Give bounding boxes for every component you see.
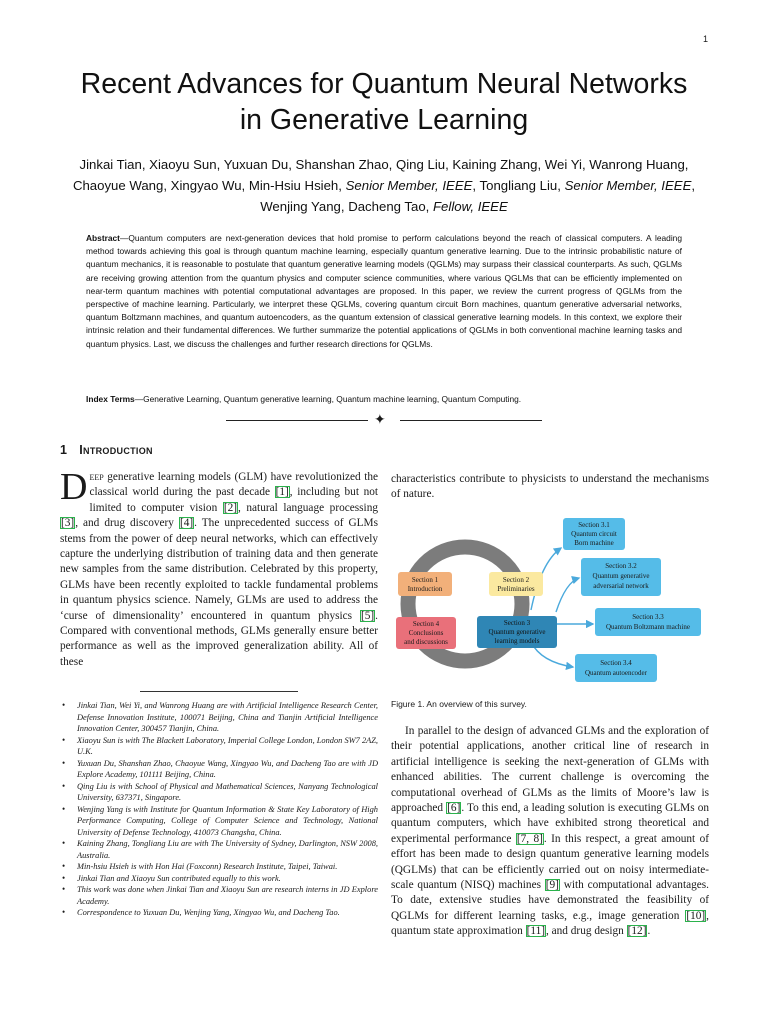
footnote-item: • Kaining Zhang, Tongliang Liu are with The University of Sydney, Darlington, NSW 2008, Australia.: [60, 838, 378, 861]
author-title-1: Senior Member, IEEE: [345, 178, 473, 193]
intro-text-1: generative learning models (GLM) have revolutionized the classical world during the past decade: [89, 471, 378, 499]
citation-link[interactable]: [3]: [61, 517, 75, 530]
box-section-3-3-line-1: Section 3.3: [632, 613, 664, 621]
arrow-to-section-3-2: [556, 578, 579, 612]
box-section-3-1-line-3: Born machine: [574, 539, 614, 547]
section-divider: [226, 413, 542, 429]
box-section-3-line-1: Section 3: [503, 619, 531, 627]
authors-part-2: , Tongliang Liu,: [472, 178, 565, 193]
box-section-3-3-line-2: Quantum Boltzmann machine: [606, 623, 690, 631]
section-heading: [60, 443, 153, 457]
body-text-6: , and drug design: [546, 925, 627, 938]
body-text-3: . In this respect, a great amount of effort has been made to design quantum generative learning models (QGLMs) that can be efficiently carried out on noisy intermediate-scale quantum (NISQ) machines: [391, 832, 709, 892]
authors-part-3: , Wenjing Yang, Dacheng Tao,: [260, 178, 696, 214]
box-section-4: [396, 617, 456, 649]
box-section-3-2-line-3: adversarial network: [593, 582, 649, 590]
right-column-paragraph: [391, 724, 709, 940]
citation-link[interactable]: [12]: [627, 925, 647, 938]
box-section-3: [477, 616, 557, 648]
survey-overview-diagram: [391, 512, 711, 682]
box-section-4-line-2: Conclusions: [408, 629, 444, 637]
box-section-2-line-2: Preliminaries: [497, 585, 535, 593]
box-section-3-4: [575, 654, 657, 682]
intro-paragraph: [60, 466, 379, 670]
box-section-2-line-1: Section 2: [502, 576, 530, 584]
box-section-1-line-1: Section 1: [411, 576, 439, 584]
citation-link[interactable]: [1]: [275, 486, 289, 499]
citation-link[interactable]: [11]: [526, 925, 545, 938]
citation-link[interactable]: [4]: [179, 517, 194, 530]
body-text-7: .: [647, 925, 651, 938]
footnote-item: • Qing Liu is with School of Physical and Mathematical Sciences, Nanyang Technological University, 637371, Singapore.: [60, 781, 378, 804]
intro-text-2: , including but not limited to computer vision: [89, 486, 379, 514]
drop-cap: D: [60, 466, 88, 508]
footnote-item: • Yuxuan Du, Shanshan Zhao, Chaoyue Wang, Xingyao Wu, and Dacheng Tao are with JD Explore Academy, 101111 Beijing, China.: [60, 758, 378, 781]
author-title-3: Fellow, IEEE: [433, 199, 508, 214]
box-section-3-3: [595, 608, 701, 636]
footnote-rule: [140, 691, 298, 692]
box-section-3-line-3: learning models: [494, 637, 540, 645]
intro-text-6: . Compared with conventional methods, GLMs generally ensure better performance as well as the improved generalization ability. All of these: [60, 609, 378, 668]
page-number: 1: [702, 34, 708, 44]
footnote-item: • Jinkai Tian and Xiaoyu Sun contributed equally to this work.: [60, 873, 378, 885]
box-section-3-1-line-1: Section 3.1: [578, 521, 610, 529]
body-text-2: . To this end, a leading solution is executing GLMs on quantum computers, which have exhibited strong theoretical and experimental performance: [391, 802, 709, 845]
box-section-3-2-line-1: Section 3.2: [605, 562, 637, 570]
author-title-2: Senior Member, IEEE: [564, 178, 692, 193]
authors-part-1: Jinkai Tian, Xiaoyu Sun, Yuxuan Du, Shanshan Zhao, Qing Liu, Kaining Zhang, Wei Yi, Wanrong Huang, Chaoyue Wang, Xingyao Wu, Min-Hsiu Hsieh,: [72, 157, 689, 193]
intro-text-4: , and drug discovery: [75, 517, 179, 530]
box-section-1: [398, 572, 452, 596]
section-number: 1: [60, 443, 68, 457]
citation-link[interactable]: [6]: [447, 802, 461, 815]
box-section-4-line-1: Section 4: [412, 620, 440, 628]
box-section-3-1: [563, 518, 625, 550]
index-terms-label: Index Terms: [86, 394, 135, 404]
abstract-text: —Quantum computers are next-generation devices that hold promise to perform calculations beyond the reach of classical computers. A leading method towards achieving this goal is through quantum machine learning, especially quantum generative learning. Due to the intrinsic probabilistic nature of quantum mechanics, it is reasonable to postulate that quantum generative learning models (QGLMs) may surpass their classical counterparts. As such, QGLMs are receiving growing attention from the quantum physics and computer science communities, where various QGLMs that can be efficiently implemented on near-term quantum machines with potential computational advantages are proposed. In this paper, we review the current progress of QGLMs from the perspective of machine learning. Particularly, we interpret these QGLMs, covering quantum circuit Born machines, quantum generative adversarial networks, quantum Boltzmann machines, and quantum autoencoders, as the quantum extension of classical generative learning models. In this context, we explore their intrinsic relation and their fundamental differences. We further summarize the potential applications of QGLMs in both conventional machine learning tasks and quantum physics. Last, we discuss the challenges and further research directions for QGLMs.: [86, 233, 682, 349]
section-title: Introduction: [79, 443, 153, 457]
box-section-3-1-line-2: Quantum circuit: [571, 530, 617, 538]
footnote-item: • Correspondence to Yuxuan Du, Wenjing Yang, Xingyao Wu, and Dacheng Tao.: [60, 907, 378, 919]
box-section-3-4-line-1: Section 3.4: [600, 659, 632, 667]
box-section-3-4-line-2: Quantum autoencoder: [584, 669, 648, 677]
box-section-3-2-line-2: Quantum generative: [592, 572, 650, 580]
divider-line-left: [226, 420, 368, 421]
author-list: [55, 154, 713, 217]
footnote-item: • Wenjing Yang is with Institute for Quantum Information & State Key Laboratory of High Performance Computing, College of Computer Science and Technology, National University of Defense Technology, 410073 Changsha, China.: [60, 804, 378, 839]
title-line-1: Recent Advances for Quantum Neural Networks: [80, 68, 688, 100]
footnote-item: • Xiaoyu Sun is with The Blackett Laboratory, Imperial College London, London SW7 2AZ, U.K.: [60, 735, 378, 758]
intro-text-5: . The unprecedented success of GLMs stems from the power of deep neural networks, which can effectively capture the underlying distribution of training data and then generate new samples from the same distribution. Celebrated by this property, GLMs have been recently exploited to tackle fundamental problems in quantum physics science. Namely, GLMs are used to address the ‘curse of dimensionality’ encountered in quantum physics: [60, 517, 378, 622]
survey-overview-figure: [391, 512, 711, 682]
abstract-label: Abstract: [86, 233, 120, 243]
title-line-2: in Generative Learning: [239, 104, 529, 136]
citation-link[interactable]: [2]: [223, 501, 237, 514]
body-text-1: In parallel to the design of advanced GLMs and the exploration of their potential applications, another critical line of research in artificial intelligence is seeking the next-generation of GLMs with enhanced abilities. The current challenge is overcoming the computational overhead of GLMs as the limits of Moore’s law is approached: [391, 725, 709, 815]
footnote-item: • Jinkai Tian, Wei Yi, and Wanrong Huang are with Artificial Intelligence Research Center, Defense Innovation Institute, 100071 Beijing, China and Tianjin Artificial Intelligence Innovation Center, 300457 Tianjin, China.: [60, 700, 378, 735]
body-text-5: , quantum state approximation: [391, 909, 709, 938]
box-section-4-line-3: and discussions: [404, 638, 448, 646]
footnote-item: • This work was done when Jinkai Tian and Xiaoyu Sun are research interns in JD Explore Academy.: [60, 884, 378, 907]
abstract: [86, 232, 682, 351]
citation-link[interactable]: [7, 8]: [516, 832, 543, 845]
box-section-3-2: [581, 558, 661, 596]
paper-title: [40, 66, 728, 138]
drop-cap-continuation: eep: [89, 471, 104, 483]
affiliation-footnotes: [60, 700, 378, 919]
index-terms-text: —Generative Learning, Quantum generative learning, Quantum machine learning, Quantum Computing.: [134, 394, 522, 404]
box-section-3-line-2: Quantum generative: [488, 628, 546, 636]
box-section-2: [489, 572, 543, 596]
figure-caption: Figure 1. An overview of this survey.: [391, 699, 527, 709]
index-terms: [86, 393, 682, 406]
footnote-item: • Min-hsiu Hsieh is with Hon Hai (Foxconn) Research Institute, Taipei, Taiwai.: [60, 861, 378, 873]
body-text-4: with computational advantages. To date, extensive studies have demonstrated the feasibility of QGLMs for different learning tasks, e.g., image generation: [391, 879, 709, 922]
intro-text-3: , natural language processing: [238, 501, 378, 514]
citation-link[interactable]: [10]: [686, 909, 706, 922]
box-section-1-line-2: Introduction: [407, 585, 443, 593]
right-column-intro-continuation: characteristics contribute to physicists to understand the mechanisms of nature.: [391, 473, 709, 501]
divider-line-right: [400, 420, 542, 421]
citation-link[interactable]: [9]: [545, 879, 559, 892]
citation-link[interactable]: [5]: [360, 609, 375, 622]
divider-star-icon: ✦: [374, 412, 386, 428]
